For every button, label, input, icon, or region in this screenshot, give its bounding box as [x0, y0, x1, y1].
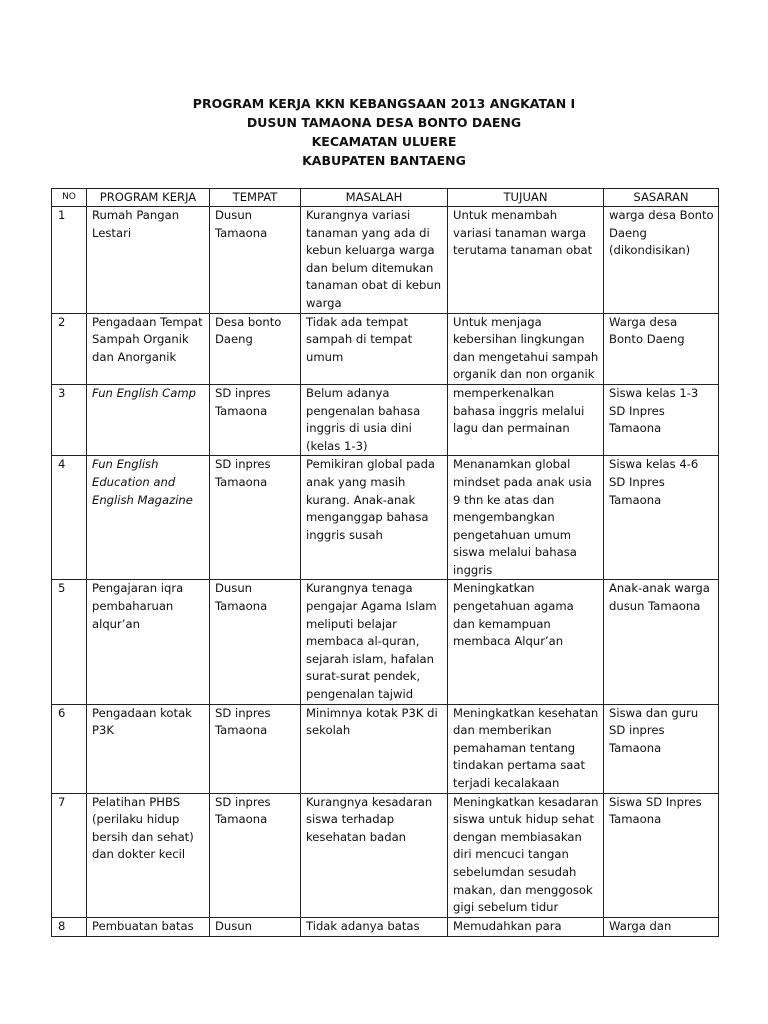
heading-line-4: KABUPATEN BANTAENG	[302, 153, 466, 168]
cell-tujuan: Untuk menjaga kebersihan lingkungan dan mengetahui sampah organik dan non organik	[448, 313, 604, 384]
cell-program: Fun English Camp	[87, 384, 210, 455]
cell-masalah: Kurangnya variasi tanaman yang ada di kebun keluarga warga dan belum ditemukan tanaman obat di kebun warga	[301, 207, 448, 314]
cell-no: 8	[52, 917, 87, 936]
table-row	[52, 456, 719, 580]
header-tempat: TEMPAT	[210, 189, 301, 207]
cell-sasaran: Siswa kelas 1-3 SD Inpres Tamaona	[604, 384, 719, 455]
header-tujuan: TUJUAN	[448, 189, 604, 207]
cell-sasaran: warga desa Bonto Daeng (dikondisikan)	[604, 207, 719, 314]
cell-no: 6	[52, 704, 87, 793]
cell-tujuan: Untuk menambah variasi tanaman warga terutama tanaman obat	[448, 207, 604, 314]
cell-program: Rumah Pangan Lestari	[87, 207, 210, 314]
document-heading	[0, 94, 768, 170]
table-row	[52, 580, 719, 704]
cell-tujuan: Memudahkan para	[448, 917, 604, 936]
table-row	[52, 384, 719, 455]
cell-tujuan: Menanamkan global mindset pada anak usia 9 thn ke atas dan mengembangkan pengetahuan umum siswa melalui bahasa inggris	[448, 456, 604, 580]
cell-no: 1	[52, 207, 87, 314]
cell-tempat: SD inpres Tamaona	[210, 704, 301, 793]
cell-masalah: Kurangnya tenaga pengajar Agama Islam meliputi belajar membaca al-quran, sejarah islam, hafalan surat-surat pendek, pengenalan tajwid	[301, 580, 448, 704]
cell-masalah: Belum adanya pengenalan bahasa inggris di usia dini (kelas 1-3)	[301, 384, 448, 455]
heading-line-1: PROGRAM KERJA KKN KEBANGSAAN 2013 ANGKATAN I	[192, 96, 576, 111]
cell-sasaran: Siswa kelas 4-6 SD Inpres Tamaona	[604, 456, 719, 580]
cell-masalah: Pemikiran global pada anak yang masih kurang. Anak-anak menganggap bahasa inggris susah	[301, 456, 448, 580]
cell-program: Pengajaran iqra pembaharuan alqur’an	[87, 580, 210, 704]
cell-tujuan: Meningkatkan kesadaran siswa untuk hidup sehat dengan membiasakan diri mencuci tangan sebelumdan sesudah makan, dan menggosok gigi sebelum tidur	[448, 793, 604, 917]
program-table	[51, 188, 719, 937]
cell-tempat: SD inpres Tamaona	[210, 384, 301, 455]
cell-sasaran: Warga dan	[604, 917, 719, 936]
table-row	[52, 704, 719, 793]
cell-sasaran: Anak-anak warga dusun Tamaona	[604, 580, 719, 704]
cell-tujuan: Meningkatkan kesehatan dan memberikan pemahaman tentang tindakan pertama saat terjadi kecalakaan	[448, 704, 604, 793]
header-no: NO	[52, 189, 87, 207]
cell-no: 3	[52, 384, 87, 455]
cell-tempat: SD inpres Tamaona	[210, 456, 301, 580]
table-row	[52, 917, 719, 936]
cell-masalah: Tidak ada tempat sampah di tempat umum	[301, 313, 448, 384]
header-sasaran: SASARAN	[604, 189, 719, 207]
cell-tujuan: memperkenalkan bahasa inggris melalui lagu dan permainan	[448, 384, 604, 455]
table-header-row	[52, 189, 719, 207]
cell-no: 5	[52, 580, 87, 704]
cell-masalah: Minimnya kotak P3K di sekolah	[301, 704, 448, 793]
header-program: PROGRAM KERJA	[87, 189, 210, 207]
cell-tempat: Dusun Tamaona	[210, 580, 301, 704]
cell-tempat: Dusun Tamaona	[210, 207, 301, 314]
heading-line-3: KECAMATAN ULUERE	[311, 134, 457, 149]
cell-program: Fun English Education and English Magazine	[87, 456, 210, 580]
cell-masalah: Tidak adanya batas	[301, 917, 448, 936]
cell-program: Pengadaan Tempat Sampah Organik dan Anorganik	[87, 313, 210, 384]
table-row	[52, 207, 719, 314]
cell-sasaran: Siswa dan guru SD inpres Tamaona	[604, 704, 719, 793]
cell-tempat: Dusun	[210, 917, 301, 936]
table-row	[52, 793, 719, 917]
header-masalah: MASALAH	[301, 189, 448, 207]
cell-sasaran: Warga desa Bonto Daeng	[604, 313, 719, 384]
cell-tempat: Desa bonto Daeng	[210, 313, 301, 384]
cell-no: 2	[52, 313, 87, 384]
cell-masalah: Kurangnya kesadaran siswa terhadap kesehatan badan	[301, 793, 448, 917]
cell-program: Pengadaan kotak P3K	[87, 704, 210, 793]
cell-tempat: SD inpres Tamaona	[210, 793, 301, 917]
cell-sasaran: Siswa SD Inpres Tamaona	[604, 793, 719, 917]
cell-no: 7	[52, 793, 87, 917]
cell-program: Pelatihan PHBS (perilaku hidup bersih dan sehat) dan dokter kecil	[87, 793, 210, 917]
table-row	[52, 313, 719, 384]
cell-no: 4	[52, 456, 87, 580]
cell-program: Pembuatan batas	[87, 917, 210, 936]
cell-tujuan: Meningkatkan pengetahuan agama dan kemampuan membaca Alqur’an	[448, 580, 604, 704]
heading-line-2: DUSUN TAMAONA DESA BONTO DAENG	[246, 115, 522, 130]
